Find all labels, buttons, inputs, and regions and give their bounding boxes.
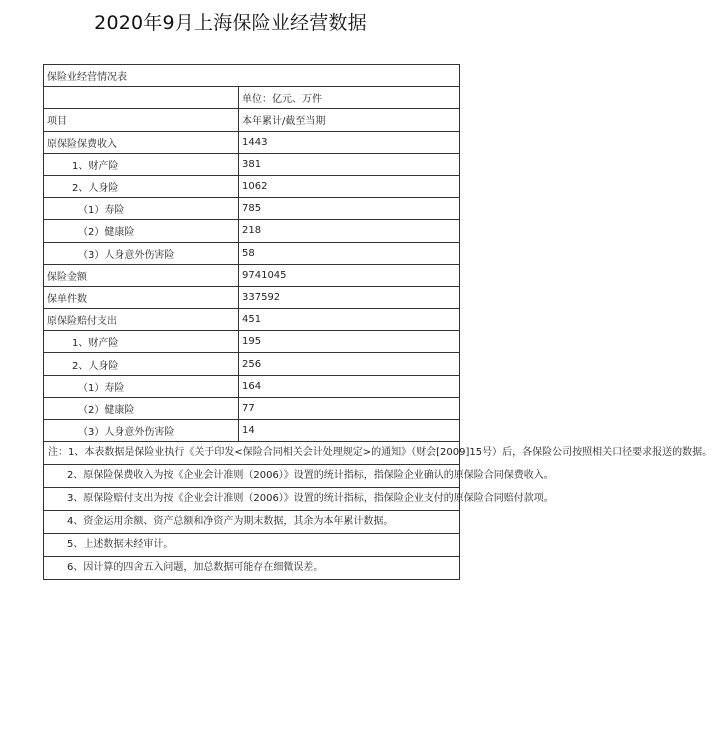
- row-label: 保险金额: [44, 264, 239, 286]
- table-row: [44, 131, 460, 153]
- row-label: （3）人身意外伤害险: [44, 242, 239, 264]
- row-value: 9741045: [239, 264, 460, 286]
- row-label: （1）寿险: [44, 198, 239, 220]
- row-label: （2）健康险: [44, 220, 239, 242]
- table-row: [44, 375, 460, 397]
- row-label: 2、人身险: [44, 353, 239, 375]
- page-title: 2020年9月上海保险业经营数据: [94, 12, 367, 34]
- note-row: [44, 465, 460, 488]
- row-value: 1062: [239, 175, 460, 197]
- row-label: （3）人身意外伤害险: [44, 420, 239, 442]
- row-value: 14: [239, 420, 460, 442]
- row-value: 785: [239, 198, 460, 220]
- table-row: [44, 331, 460, 353]
- row-label: （2）健康险: [44, 397, 239, 419]
- row-label: （1）寿险: [44, 375, 239, 397]
- note-row: [44, 511, 460, 534]
- table-row: [44, 286, 460, 308]
- table-row: [44, 198, 460, 220]
- note-row: [44, 557, 460, 580]
- table-row: [44, 264, 460, 286]
- table-row: [44, 309, 460, 331]
- row-value: 1443: [239, 131, 460, 153]
- note-text: 5、上述数据未经审计。: [44, 534, 460, 557]
- note-text: 注：1、本表数据是保险业执行《关于印发<保险合同相关会计处理规定>的通知》（财会[2009]15号）后，各保险公司按照相关口径要求报送的数据。: [44, 442, 460, 465]
- table-row: [44, 220, 460, 242]
- insurance-operations-table: [43, 64, 712, 580]
- table-row: [44, 353, 460, 375]
- table-row: [44, 242, 460, 264]
- header-item: 项目: [44, 109, 239, 131]
- row-value: 218: [239, 220, 460, 242]
- unit-row: [44, 87, 460, 109]
- note-text: 3、原保险赔付支出为按《企业会计准则（2006）》设置的统计指标，指保险企业支付的原保险合同赔付款项。: [44, 488, 460, 511]
- row-label: 2、人身险: [44, 175, 239, 197]
- row-value: 451: [239, 309, 460, 331]
- table-row: [44, 397, 460, 419]
- row-value: 381: [239, 153, 460, 175]
- row-label: 原保险保费收入: [44, 131, 239, 153]
- header-value: 本年累计/截至当期: [239, 109, 460, 131]
- row-value: 77: [239, 397, 460, 419]
- note-row: [44, 534, 460, 557]
- row-value: 256: [239, 353, 460, 375]
- row-label: 1、财产险: [44, 331, 239, 353]
- note-row: [44, 442, 460, 465]
- row-label: 1、财产险: [44, 153, 239, 175]
- row-value: 195: [239, 331, 460, 353]
- header-row: [44, 109, 460, 131]
- table-row: [44, 420, 460, 442]
- unit-blank-cell: [44, 87, 239, 109]
- unit-label: 单位：亿元、万件: [239, 87, 460, 109]
- table-row: [44, 153, 460, 175]
- table-row: [44, 175, 460, 197]
- row-label: 保单件数: [44, 286, 239, 308]
- row-value: 337592: [239, 286, 460, 308]
- note-text: 6、因计算的四舍五入问题，加总数据可能存在细微误差。: [44, 557, 460, 580]
- row-value: 164: [239, 375, 460, 397]
- note-text: 4、资金运用余额、资产总额和净资产为期末数据，其余为本年累计数据。: [44, 511, 460, 534]
- row-label: 原保险赔付支出: [44, 309, 239, 331]
- caption-row: [44, 65, 460, 87]
- row-value: 58: [239, 242, 460, 264]
- note-text: 2、原保险保费收入为按《企业会计准则（2006）》设置的统计指标，指保险企业确认的原保险合同保费收入。: [44, 465, 460, 488]
- table-caption: 保险业经营情况表: [44, 65, 460, 87]
- note-row: [44, 488, 460, 511]
